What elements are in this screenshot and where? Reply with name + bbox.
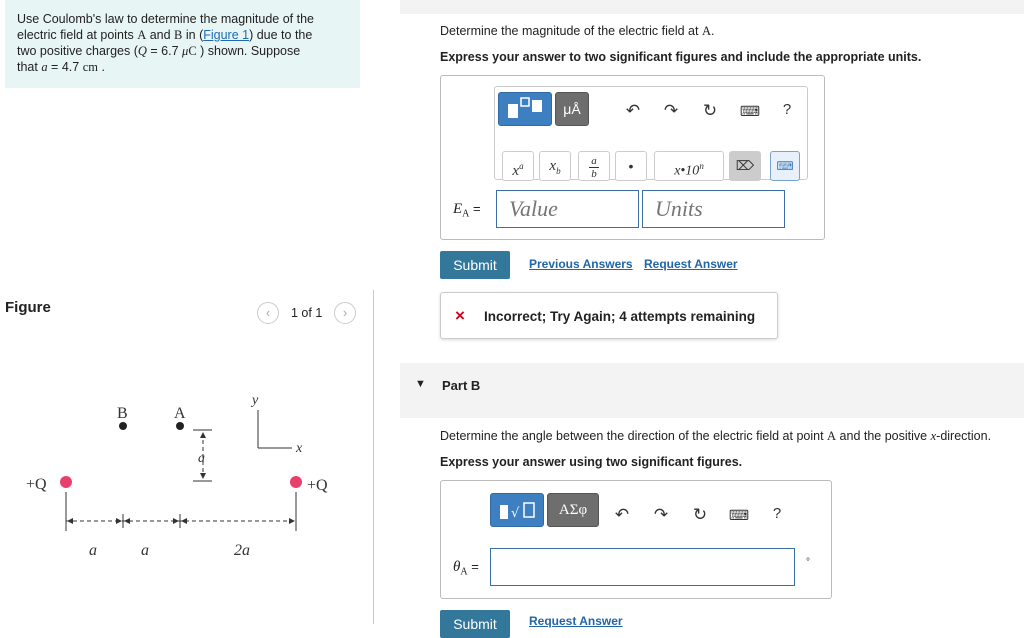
chevron-right-icon: ›	[342, 305, 348, 320]
figure-next-button[interactable]	[334, 302, 356, 324]
charge-symbol: Q	[137, 44, 147, 58]
problem-text: = 6.7	[146, 44, 183, 58]
feedback-text: Incorrect; Try Again; 4 attempts remaining	[484, 309, 756, 324]
scientific-notation-button[interactable]: x•10$^n$	[654, 151, 724, 181]
problem-text: ) due to the	[249, 28, 313, 42]
dim-label-2: a	[141, 542, 149, 559]
point-a-label: A	[827, 429, 837, 443]
right-charge-label: +Q	[307, 477, 328, 494]
value-input[interactable]	[496, 190, 639, 228]
dot-button[interactable]: •	[615, 151, 647, 181]
dim-label-3: 2a	[234, 542, 250, 559]
svg-text:√: √	[511, 506, 520, 521]
problem-text: .	[97, 60, 105, 74]
y-axis-label: y	[252, 393, 259, 408]
keyboard-icon[interactable]: ⌨	[739, 103, 761, 119]
problem-text: and	[146, 28, 175, 42]
problem-text: = 4.7	[47, 60, 83, 74]
point-a-label: A	[701, 24, 711, 38]
theta-symbol: θ	[453, 559, 461, 575]
question-text: Determine the angle between the direction of the electric field at point	[440, 429, 828, 443]
point-a-label: A	[137, 28, 147, 42]
part-b-toolbar	[490, 491, 600, 529]
left-charge-label: +Q	[26, 476, 47, 493]
e-symbol: E	[453, 201, 463, 217]
part-b-instruction: Express your answer using two significant figures.	[440, 455, 743, 469]
fraction-button[interactable]	[578, 151, 610, 181]
template-button[interactable]	[490, 493, 544, 527]
problem-statement	[5, 0, 360, 88]
reset-icon[interactable]: ↻	[702, 101, 718, 120]
e-a-label	[453, 201, 481, 220]
right-panel	[400, 0, 1024, 632]
part-b-submit-button[interactable]: Submit	[440, 610, 510, 638]
theta-subscript: A	[460, 566, 468, 578]
point-a-text: A	[174, 405, 186, 422]
point-b-label: B	[174, 28, 183, 42]
dim-arrow	[181, 518, 187, 524]
equals: =	[469, 201, 481, 216]
right-charge	[290, 476, 302, 488]
subscript-button[interactable]: $x_b$	[539, 151, 571, 181]
micro-symbol: μ	[182, 44, 189, 58]
help-button[interactable]: ?	[782, 101, 792, 118]
vertical-arrow-up	[200, 432, 206, 438]
part-b-answer-box	[440, 480, 832, 599]
theta-a-label	[453, 559, 479, 578]
problem-line-1: Use Coulomb's law to determine the magnitude of the	[17, 12, 314, 26]
figure-header	[0, 296, 373, 330]
problem-text: electric field at points	[17, 28, 138, 42]
problem-text: in (	[182, 28, 204, 42]
question-text: and the positive	[836, 429, 931, 443]
keyboard-toggle-icon[interactable]: ⌨	[770, 151, 800, 181]
x-axis-label: x	[296, 441, 303, 456]
backspace-icon[interactable]: ⌦	[729, 151, 761, 181]
left-panel	[0, 0, 373, 624]
dim-arrow	[124, 518, 130, 524]
panel-divider	[373, 290, 374, 624]
reset-icon[interactable]: ↻	[692, 505, 708, 524]
redo-icon[interactable]: ↷	[663, 101, 679, 120]
figure-prev-button[interactable]	[257, 302, 279, 324]
undo-icon[interactable]: ↶	[614, 505, 630, 524]
part-a-instruction: Express your answer to two significant figures and include the appropriate units.	[440, 50, 922, 64]
question-text: .	[710, 24, 715, 38]
vertical-arrow-down	[200, 473, 206, 479]
help-button[interactable]: ?	[772, 505, 782, 522]
units-button[interactable]: μÅ	[555, 92, 589, 126]
template-icon	[499, 93, 551, 125]
e-subscript: A	[462, 208, 470, 220]
feedback-box	[440, 292, 778, 339]
math-toolbar	[494, 86, 808, 180]
incorrect-icon: ×	[455, 306, 465, 325]
part-b-question	[440, 429, 991, 444]
caret-down-icon[interactable]: ▼	[415, 378, 426, 390]
fraction-top: a	[589, 155, 599, 168]
previous-answers-link[interactable]: Previous Answers	[529, 257, 633, 271]
units-input[interactable]	[642, 190, 785, 228]
problem-text: ) shown. Suppose	[196, 44, 301, 58]
part-a-header-strip	[400, 0, 1024, 14]
part-a-submit-button[interactable]: Submit	[440, 251, 510, 279]
part-b-request-answer-link[interactable]: Request Answer	[529, 614, 623, 628]
dim-arrow	[67, 518, 73, 524]
template-icon	[491, 494, 543, 526]
dim-arrow	[289, 518, 295, 524]
problem-text: that	[17, 60, 42, 74]
figure-count: 1 of 1	[291, 306, 323, 320]
vertical-dim-label: a	[198, 451, 205, 466]
coulomb-unit: C	[188, 44, 197, 58]
angle-input[interactable]	[490, 548, 795, 586]
charge-figure	[0, 380, 373, 580]
problem-line-4	[17, 59, 348, 75]
figure-title: Figure	[5, 299, 51, 316]
template-button[interactable]	[498, 92, 552, 126]
part-a-request-answer-link[interactable]: Request Answer	[644, 257, 738, 271]
x-symbol: x	[930, 429, 937, 443]
part-b-title: Part B	[442, 378, 481, 393]
equals: =	[467, 559, 479, 574]
figure-link[interactable]: Figure 1	[203, 28, 250, 42]
fraction-bottom: b	[591, 168, 597, 180]
undo-icon[interactable]: ↶	[625, 101, 641, 120]
question-text: -direction.	[936, 429, 992, 443]
greek-button[interactable]: ΑΣφ	[547, 493, 599, 527]
problem-text: two positive charges (	[17, 44, 138, 58]
problem-line-2	[17, 27, 348, 43]
distance-symbol: a	[41, 60, 48, 74]
superscript-button[interactable]: $x^a$	[502, 151, 534, 181]
redo-icon[interactable]: ↷	[653, 505, 669, 524]
point-b-dot	[119, 422, 127, 430]
keyboard-icon[interactable]: ⌨	[728, 507, 750, 523]
point-b-text: B	[117, 405, 128, 422]
chevron-left-icon: ‹	[265, 305, 271, 320]
part-a-question	[440, 24, 714, 39]
problem-line-3	[17, 43, 348, 59]
question-text: Determine the magnitude of the electric field at	[440, 24, 702, 38]
part-a-answer-box	[440, 75, 825, 240]
degree-unit: °	[806, 557, 810, 568]
cm-unit: cm	[82, 60, 98, 74]
dim-label-1: a	[89, 542, 97, 559]
point-a-dot	[176, 422, 184, 430]
left-charge	[60, 476, 72, 488]
dim-arrow	[173, 518, 179, 524]
dim-arrow	[116, 518, 122, 524]
part-b-header[interactable]	[400, 363, 1024, 418]
